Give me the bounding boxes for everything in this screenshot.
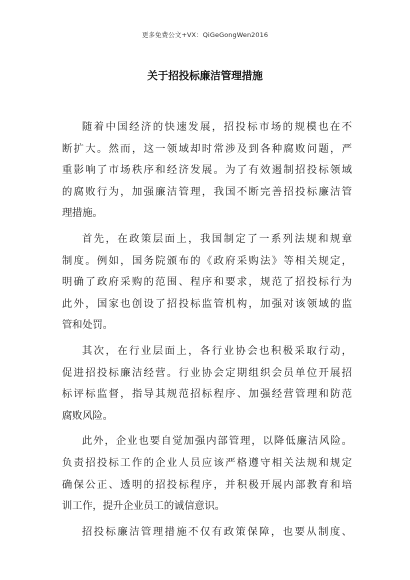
document-title: 关于招投标廉洁管理措施 bbox=[147, 70, 263, 82]
paragraph-line: 此外，企业也要自觉加强内部管理，以降低廉洁风险。 bbox=[82, 436, 352, 448]
paragraph-line: 明确了政府采购的范围、程序和要求，规范了招投标行为 bbox=[62, 277, 352, 289]
document-body bbox=[62, 117, 352, 543]
paragraph-line: 首先，在政策层面上，我国制定了一系列法规和规章 bbox=[82, 233, 352, 245]
paragraph-line: 确保公正、透明的招投标程序，并积极开展内部教育和培 bbox=[62, 479, 352, 491]
paragraph-line: 促进招投标廉洁经营。行业协会定期组织会员单位开展招 bbox=[62, 367, 352, 379]
paragraph-line: 此外，国家也创设了招投标监管机构，加强对该领域的监 bbox=[62, 298, 352, 310]
paragraph-line: 标评标监督，指导其规范招标程序、加强经营管理和防范 bbox=[62, 389, 352, 401]
paragraph-line: 招投标廉洁管理措施不仅有政策保障，也要从制度、 bbox=[82, 526, 352, 538]
paragraph-line: 训工作，提升企业员工的诚信意识。 bbox=[62, 501, 225, 513]
paragraph-line: 负责招投标工作的企业人员应该严格遵守相关法规和规定 bbox=[62, 457, 352, 469]
header-note: 更多免费公文+VX：QiGeGongWen2016 bbox=[141, 31, 269, 39]
paragraph-line: 的腐败行为，加强廉洁管理，我国不断完善招投标廉洁管 bbox=[62, 186, 352, 198]
paragraph-line: 管和处罚。 bbox=[62, 320, 113, 332]
paragraph-line: 理措施。 bbox=[62, 208, 103, 220]
paragraph-line: 其次，在行业层面上，各行业协会也积极采取行动， bbox=[82, 345, 352, 357]
paragraph-line: 断扩大。然而，这一领域却时常涉及到各种腐败问题，严 bbox=[62, 143, 352, 155]
paragraph-1 bbox=[62, 117, 352, 225]
paragraph-line: 重影响了市场秩序和经济发展。为了有效遏制招投标领域 bbox=[62, 165, 352, 177]
paragraph-5 bbox=[62, 522, 352, 544]
paragraph-line: 腐败风险。 bbox=[62, 410, 113, 422]
paragraph-3 bbox=[62, 341, 352, 427]
paragraph-line: 随着中国经济的快速发展，招投标市场的规模也在不 bbox=[82, 122, 352, 133]
paragraph-4 bbox=[62, 431, 352, 517]
paragraph-2 bbox=[62, 229, 352, 337]
paragraph-line: 制度。例如，国务院颁布的《政府采购法》等相关规定， bbox=[62, 255, 352, 267]
